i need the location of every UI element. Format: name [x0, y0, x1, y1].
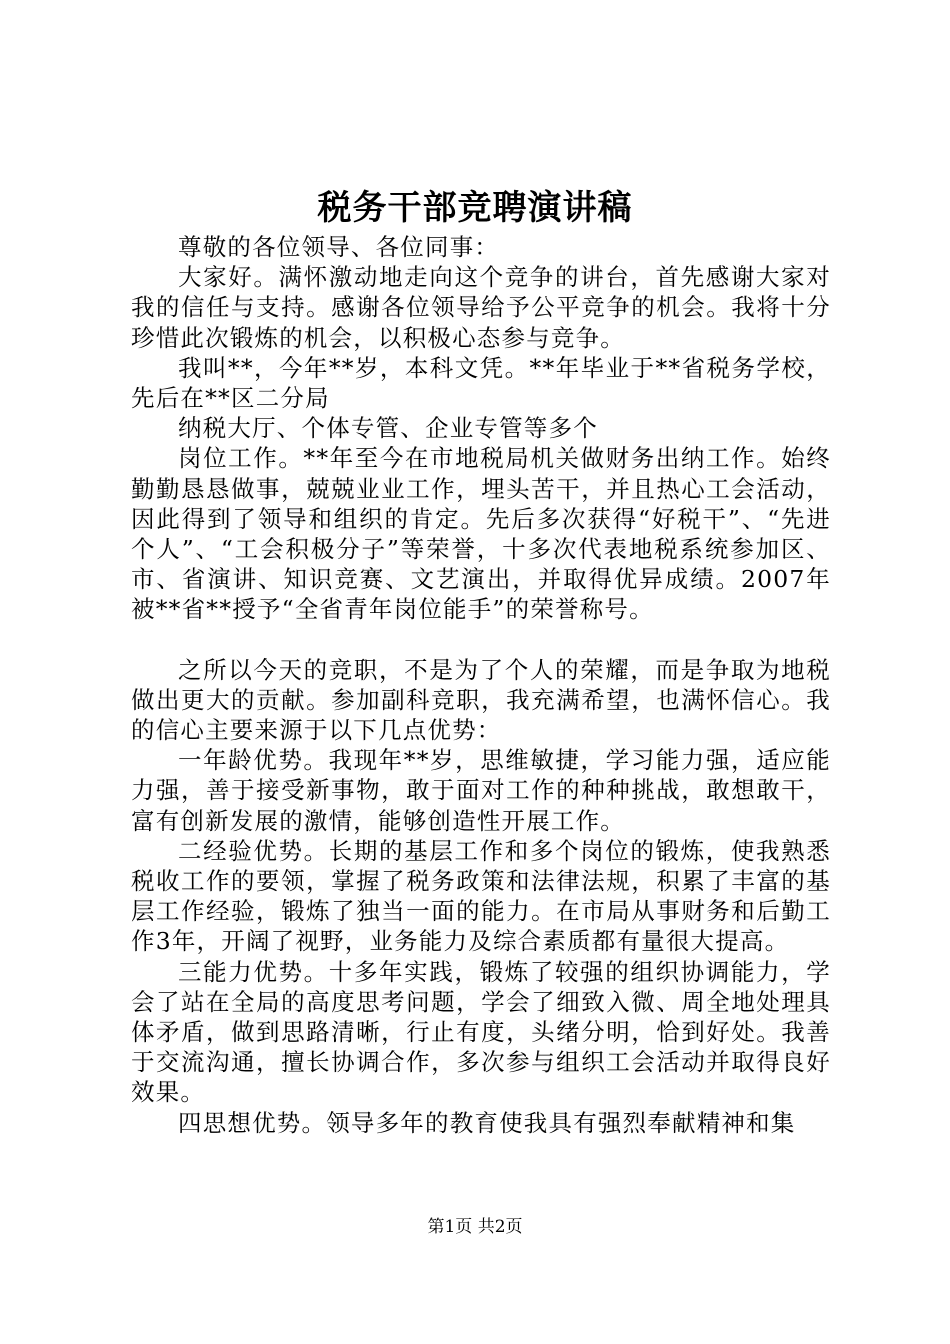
page-footer: 第1页 共2页 — [427, 1217, 523, 1237]
paragraph-advantage-thought: 四思想优势。领导多年的教育使我具有强烈奉献精神和集 — [178, 1108, 796, 1137]
paragraph-intro: 我叫**，今年**岁，本科文凭。**年毕业于**省税务学校，先后在**区二分局 — [131, 353, 831, 413]
paragraph-greeting: 大家好。满怀激动地走向这个竞争的讲台，首先感谢大家对我的信任与支持。感谢各位领导给予公平竞争的机会。我将十分珍惜此次锻炼的机会，以积极心态参与竞争。 — [131, 263, 831, 352]
document-body — [131, 232, 831, 1138]
paragraph-advantage-ability: 三能力优势。十多年实践，锻炼了较强的组织协调能力，学会了站在全局的高度思考问题，学会了细致入微、周全地处理具体矛盾，做到思路清晰，行止有度，头绪分明，恰到好处。我善于交流沟通，擅长协调合作，多次参与组织工会活动并取得良好效果。 — [131, 957, 831, 1107]
paragraph-motivation: 之所以今天的竞职，不是为了个人的荣耀，而是争取为地税做出更大的贡献。参加副科竞职，我充满希望，也满怀信心。我的信心主要来源于以下几点优势： — [131, 655, 831, 745]
paragraph-experience: 岗位工作。**年至今在市地税局机关做财务出纳工作。始终勤勤恳恳做事，兢兢业业工作，埋头苦干，并且热心工会活动，因此得到了领导和组织的肯定。先后多次获得“好税干”、“先进个人”、“工会积极分子”等荣誉，十多次代表地税系统参加区、市、省演讲、知识竞赛、文艺演出，并取得优异成绩。2007年被**省**授予“全省青年岗位能手”的荣誉称号。 — [131, 444, 831, 624]
paragraph-advantage-experience: 二经验优势。长期的基层工作和多个岗位的锻炼，使我熟悉税收工作的要领，掌握了税务政策和法律法规，积累了丰富的基层工作经验，锻炼了独当一面的能力。在市局从事财务和后勤工作3年，开阔了视野，业务能力及综合素质都有量很大提高。 — [131, 836, 831, 956]
paragraph-posts: 纳税大厅、个体专管、企业专管等多个 — [178, 414, 598, 443]
document-title: 税务干部竞聘演讲稿 — [317, 188, 633, 228]
paragraph-salutation: 尊敬的各位领导、各位同事： — [178, 233, 500, 261]
paragraph-advantage-age: 一年龄优势。我现年**岁，思维敏捷，学习能力强，适应能力强，善于接受新事物，敢于面对工作的种种挑战，敢想敢干，富有创新发展的激情，能够创造性开展工作。 — [131, 746, 831, 835]
